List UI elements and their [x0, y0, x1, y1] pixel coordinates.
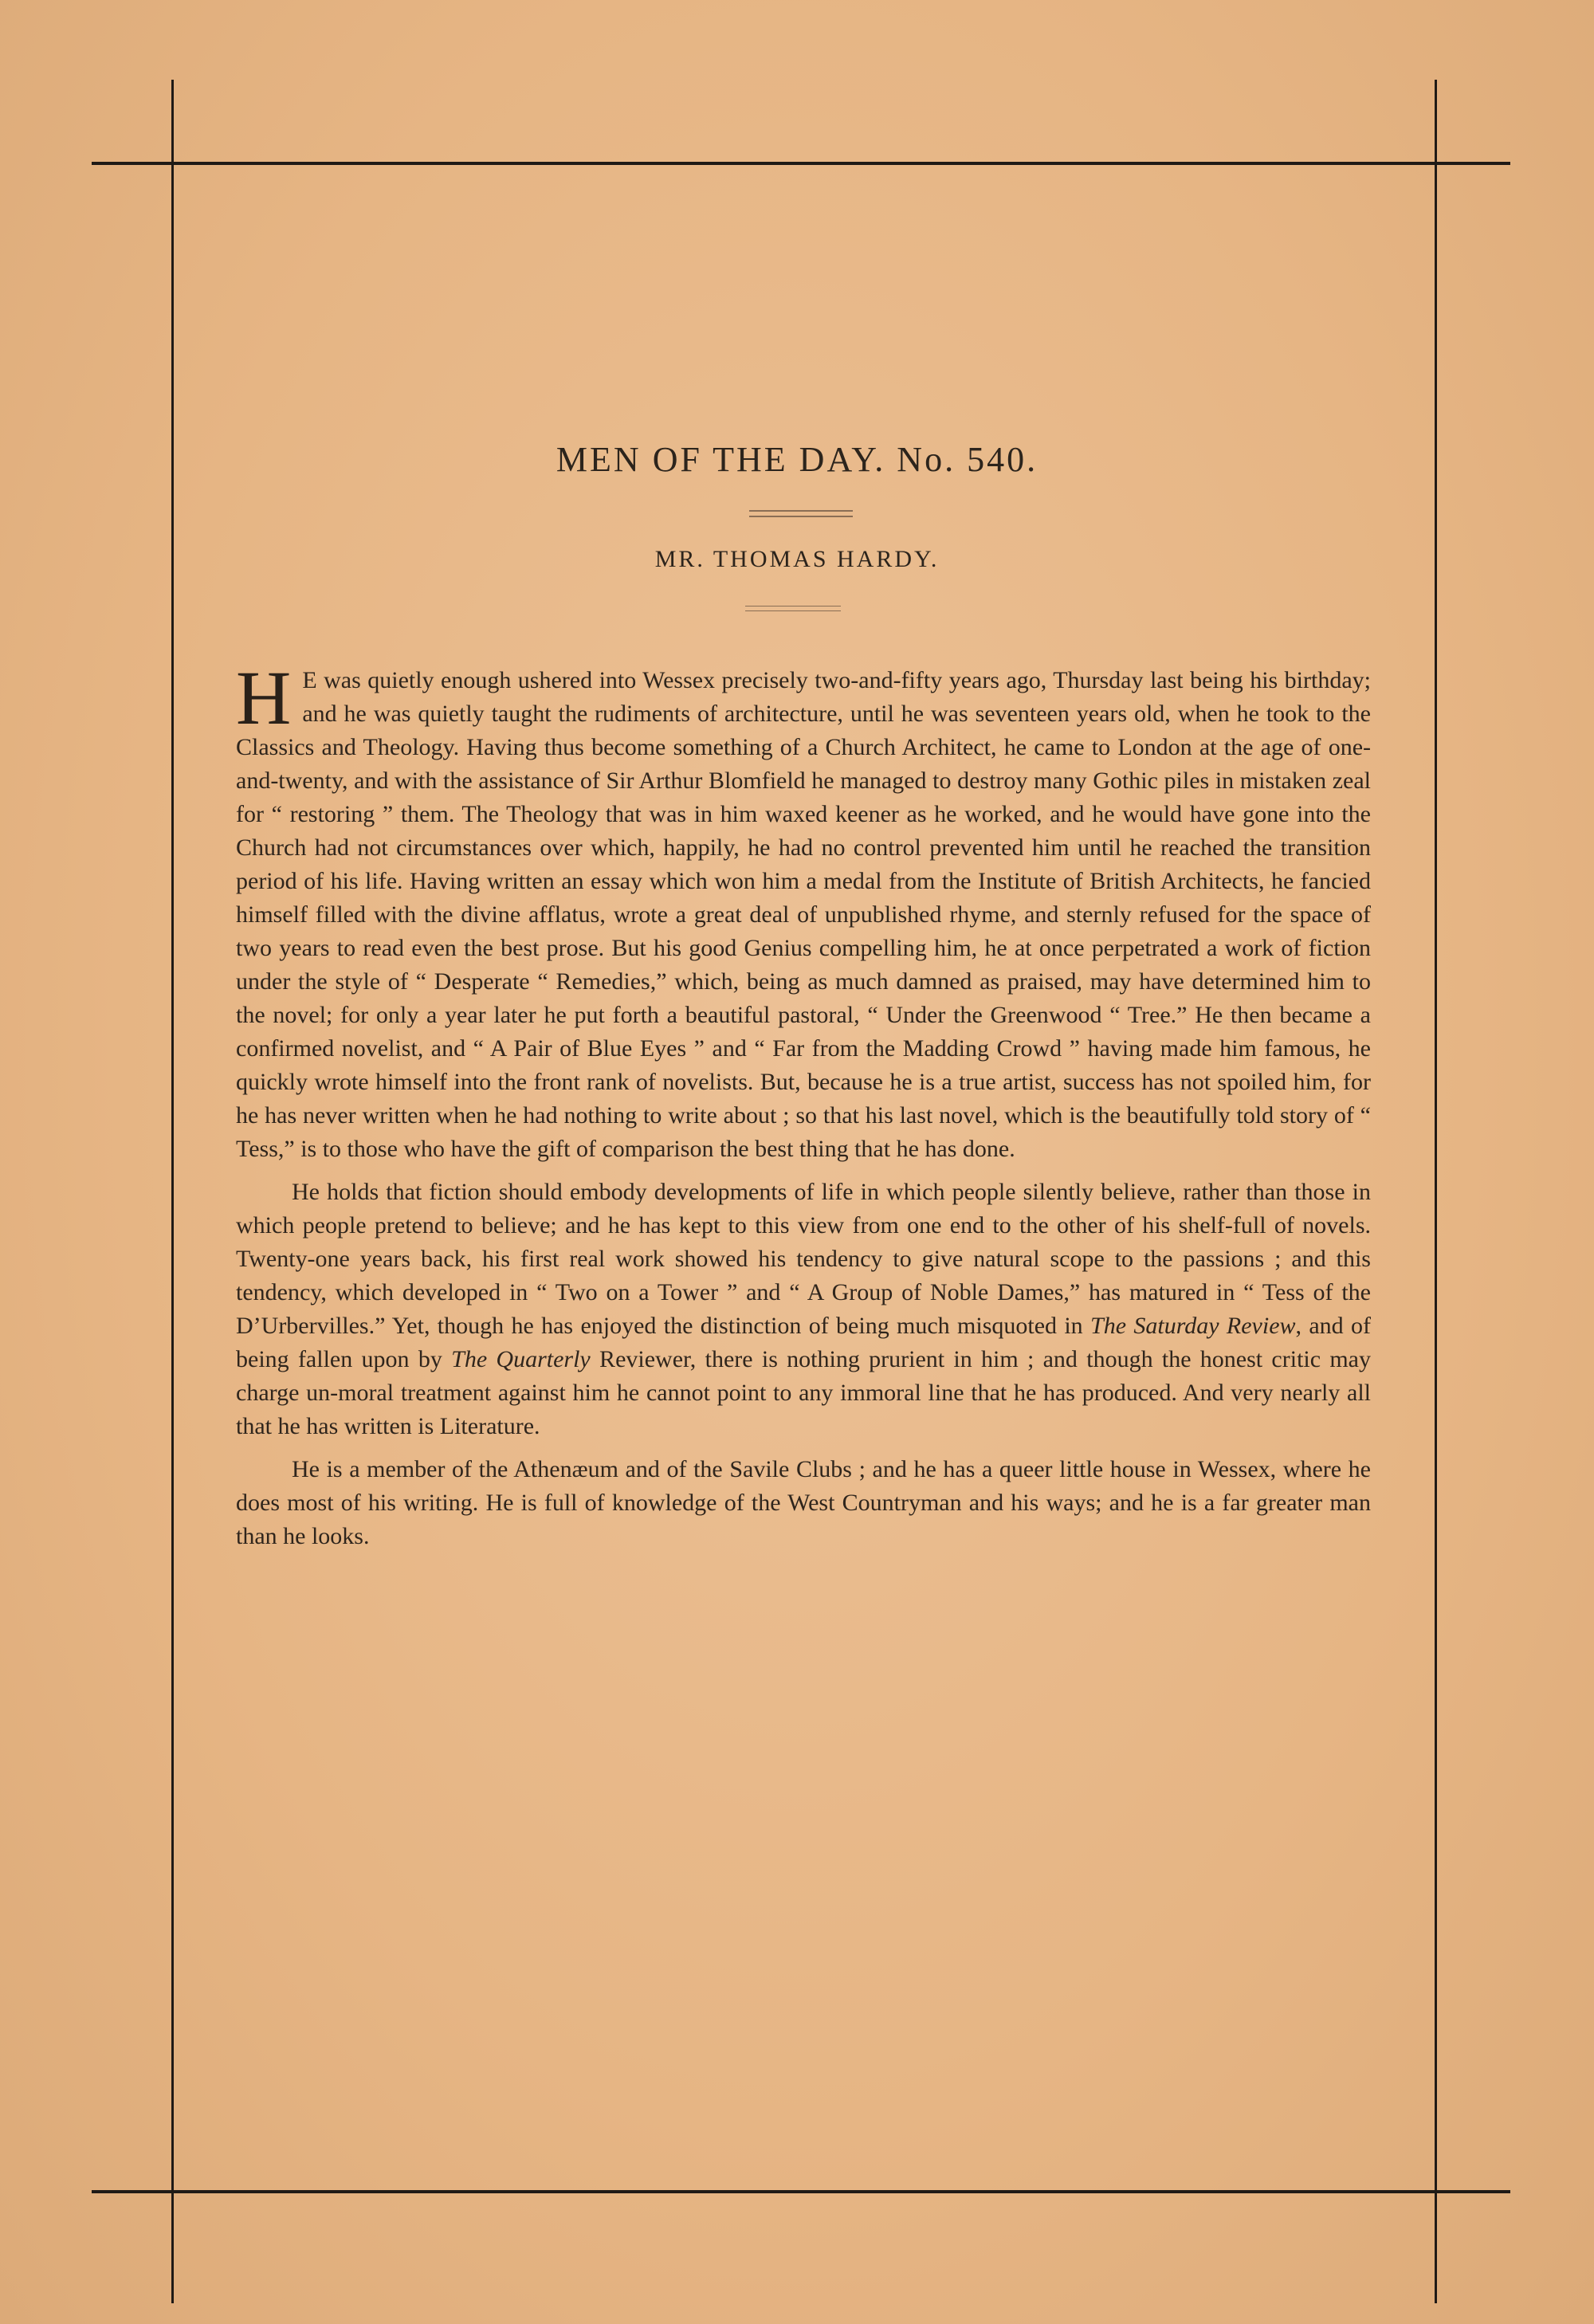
- paragraph-2: [236, 1176, 1371, 1443]
- paragraph-1-text: E was quietly enough ushered into Wessex precisely two-and-fifty years ago, Thursday last being his birthday; and he was quietly taught the rudiments of architecture, until he was seventeen years old, when he took to the Classics and Theology. Having thus become something of a Church Architect, he came to London at the age of one-and-twenty, and with the assistance of Sir Arthur Blomfield he managed to destroy many Gothic piles in mistaken zeal for “ restoring ” them. The Theology that was in him waxed keener as he worked, and he would have gone into the Church had not circumstances over which, happily, he had no control prevented him until he reached the transition period of his life. Having written an essay which won him a medal from the Institute of British Architects, he fancied himself filled with the divine afflatus, wrote a great deal of unpublished rhyme, and sternly refused for the space of two years to read even the best prose. But his good Genius compelling him, he at once perpetrated a work of fiction under the style of “ Desperate “ Remedies,” which, being as much damned as praised, may have determined him to the novel; for only a year later he put forth a beautiful pastoral, “ Under the Greenwood “ Tree.” He then became a confirmed novelist, and “ A Pair of Blue Eyes ” and “ Far from the Madding Crowd ” having made him famous, he quickly wrote himself into the front rank of novelists. But, because he is a true artist, success has not spoiled him, for he has never written when he had nothing to write about ; so that his last novel, which is the beautifully told story of “ Tess,” is to those who have the gift of comparison the best thing that he has done.: [236, 667, 1371, 1162]
- frame-right-rule: [1435, 80, 1437, 2303]
- paragraph-1: [236, 655, 1371, 1166]
- paragraph-2-text-c: Reviewer, there is nothing prurient in him ; and though the honest critic may charge un-moral treatment against him he cannot point to any immoral line that he has produced. And very nearly all that he has written is Literature.: [236, 1346, 1371, 1439]
- article-body: [236, 655, 1372, 1563]
- paragraph-2-text-b: , and of being fallen upon by: [236, 1313, 1372, 1372]
- subtitle-divider: [745, 606, 841, 611]
- article-subtitle: MR. THOMAS HARDY.: [654, 546, 940, 572]
- title-divider: [749, 510, 853, 517]
- frame-top-rule: [92, 162, 1510, 165]
- paragraph-2-italic-quarterly: The Quarterly: [451, 1346, 591, 1372]
- page-title: MEN OF THE DAY. No. 540.: [556, 440, 1038, 480]
- frame-bottom-rule: [92, 2190, 1510, 2193]
- paragraph-2-italic-saturday-review: The Saturday Review: [1090, 1313, 1296, 1339]
- paragraph-2-text-a: He holds that fiction should embody developments of life in which people silently believe, rather than those in which people pretend to believe; and he has kept to this view from one end to the other of his shelf-full of novels. Twenty-one years back, his first real work showed his tendency to give natural scope to the passions ; and this tendency, which developed in “ Two on a Tower ” and “ A Group of Noble Dames,” has matured in “ Tess of the D’Urbervilles.” Yet, though he has enjoyed the distinction of being much misquoted in: [236, 1179, 1371, 1339]
- frame-left-rule: [171, 80, 174, 2303]
- paragraph-3: He is a member of the Athenæum and of the Savile Clubs ; and he has a queer little house in Wessex, where he does most of his writing. He is full of knowledge of the West Countryman and his ways; and he is a far greater man than he looks.: [236, 1456, 1371, 1549]
- drop-cap: H: [236, 655, 292, 740]
